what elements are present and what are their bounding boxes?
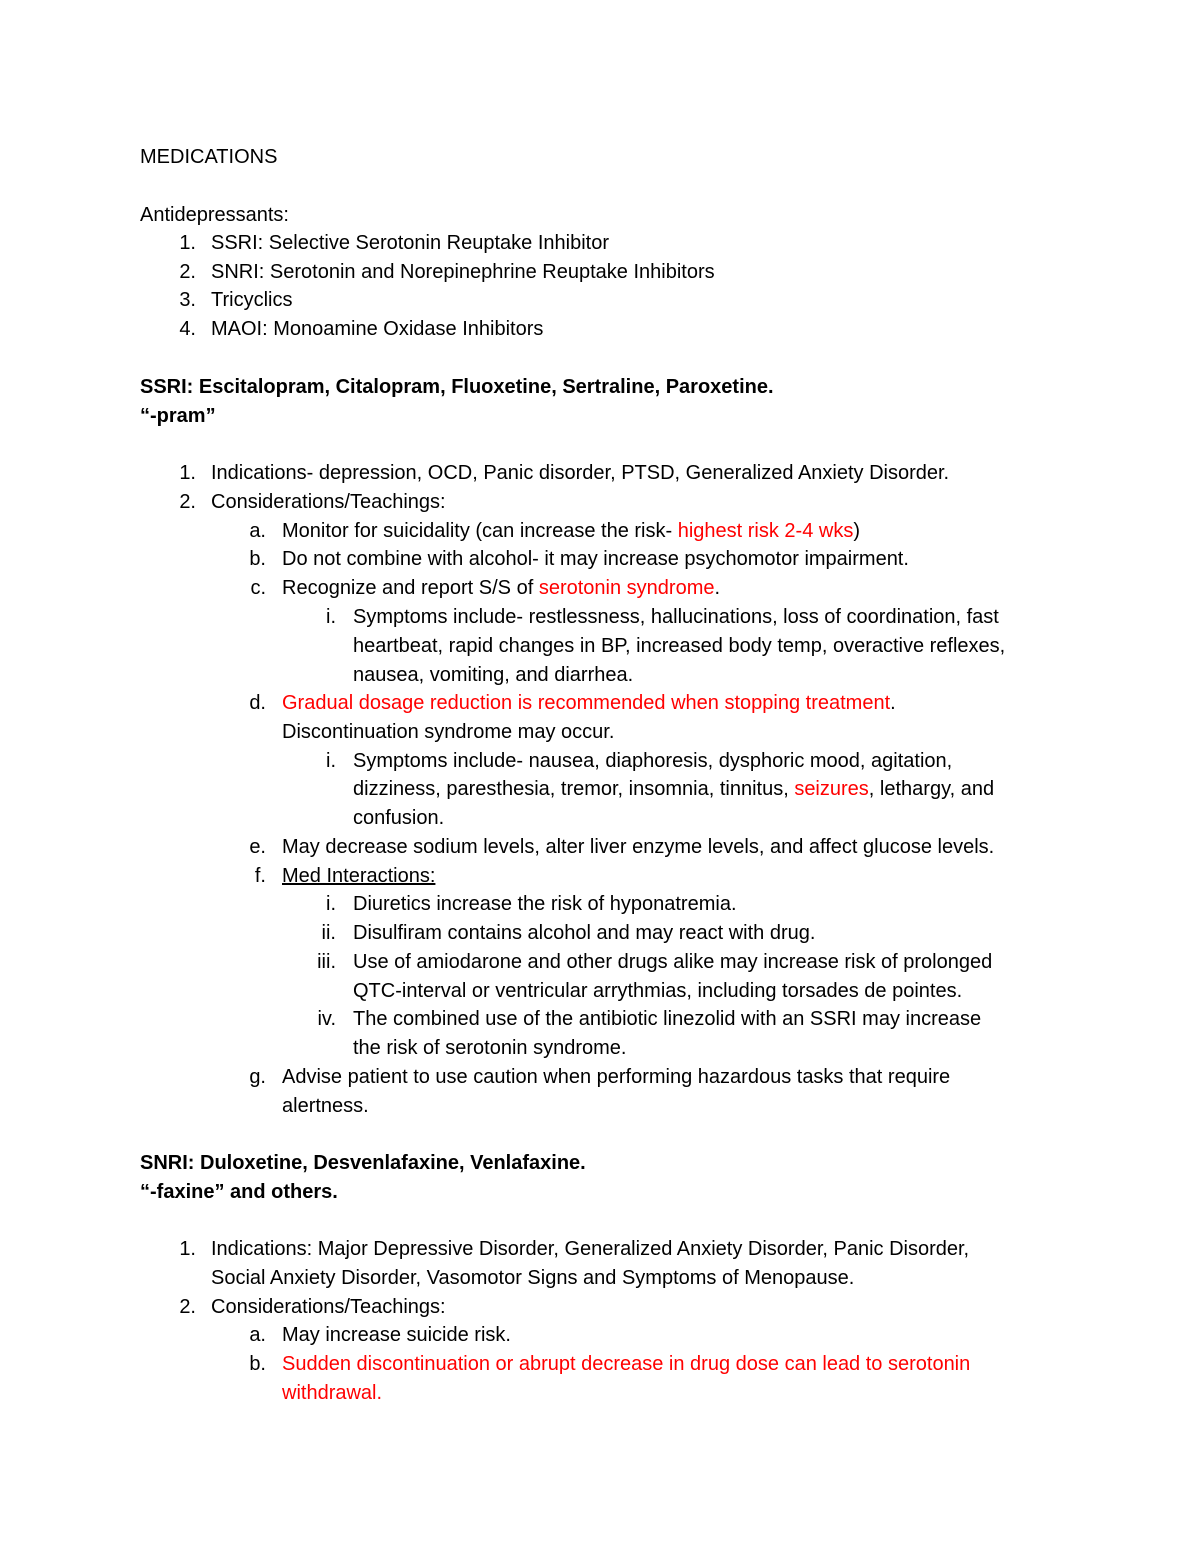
snri-suffix: “-faxine” and others.: [140, 1181, 338, 1203]
list-roman: iv.: [317, 1008, 336, 1030]
ssri-indications: Indications- depression, OCD, Panic disorder, PTSD, Generalized Anxiety Disorder.: [211, 462, 950, 484]
ssri-c-i-line: heartbeat, rapid changes in BP, increased body temp, overactive reflexes,: [353, 635, 1006, 657]
list-letter: b.: [249, 548, 266, 570]
ssri-f-line: Use of amiodarone and other drugs alike may increase risk of prolonged: [353, 951, 993, 973]
highlight-text: Gradual dosage reduction is recommended when stopping treatment: [282, 692, 891, 714]
list-letter: b.: [249, 1353, 266, 1375]
ssri-f-line: QTC-interval or ventricular arrythmias, including torsades de pointes.: [353, 980, 963, 1002]
list-letter: e.: [249, 836, 266, 858]
ssri-f-line: Diuretics increase the risk of hyponatremia.: [353, 893, 737, 915]
ssri-item-a: Monitor for suicidality (can increase the risk- highest risk 2-4 wks): [282, 520, 860, 542]
highlight-text: serotonin syndrome: [538, 577, 715, 599]
ssri-item-f: Med Interactions:: [282, 865, 436, 887]
highlight-text: seizures: [794, 778, 869, 800]
list-letter: a.: [249, 1324, 266, 1346]
list-number: 1.: [179, 462, 196, 484]
snri-indications: Indications: Major Depressive Disorder, Generalized Anxiety Disorder, Panic Disorder,: [211, 1238, 970, 1260]
ssri-item-d: Gradual dosage reduction is recommended when stopping treatment.: [282, 692, 896, 714]
list-letter: c.: [250, 577, 266, 599]
snri-item-a: May increase suicide risk.: [282, 1324, 511, 1346]
antidepressants-heading: Antidepressants:: [140, 204, 289, 226]
ssri-f-line: The combined use of the antibiotic linezolid with an SSRI may increase: [353, 1008, 982, 1030]
snri-item-b-line2: withdrawal.: [282, 1382, 383, 1404]
list-roman: i.: [326, 893, 336, 915]
list-number: 3.: [179, 289, 196, 311]
list-item: MAOI: Monoamine Oxidase Inhibitors: [211, 318, 544, 340]
snri-considerations: Considerations/Teachings:: [211, 1296, 446, 1318]
ssri-c-i-line: nausea, vomiting, and diarrhea.: [353, 664, 634, 686]
list-letter: a.: [249, 520, 266, 542]
ssri-d-i-line: dizziness, paresthesia, tremor, insomnia, tinnitus, seizures, lethargy, and: [353, 778, 995, 800]
list-number: 1.: [179, 232, 196, 254]
ssri-item-e: May decrease sodium levels, alter liver enzyme levels, and affect glucose levels.: [282, 836, 995, 858]
list-letter: f.: [254, 865, 266, 887]
ssri-suffix: “-pram”: [140, 405, 216, 427]
ssri-item-c: Recognize and report S/S of serotonin syndrome.: [282, 577, 721, 599]
highlight-text: highest risk 2-4 wks: [677, 520, 854, 542]
ssri-f-line: Disulfiram contains alcohol and may react with drug.: [353, 922, 816, 944]
ssri-item-b: Do not combine with alcohol- it may increase psychomotor impairment.: [282, 548, 909, 570]
ssri-d-i-line: confusion.: [353, 807, 445, 829]
snri-item-b: Sudden discontinuation or abrupt decrease in drug dose can lead to serotonin: [282, 1353, 971, 1375]
ssri-considerations: Considerations/Teachings:: [211, 491, 446, 513]
list-number: 2.: [179, 491, 196, 513]
list-item: SNRI: Serotonin and Norepinephrine Reuptake Inhibitors: [211, 261, 715, 283]
list-number: 2.: [179, 1296, 196, 1318]
ssri-c-i-line: Symptoms include- restlessness, hallucinations, loss of coordination, fast: [353, 606, 999, 628]
ssri-item-g-line2: alertness.: [282, 1095, 369, 1117]
snri-heading: SNRI: Duloxetine, Desvenlafaxine, Venlafaxine.: [140, 1152, 586, 1174]
list-letter: d.: [249, 692, 266, 714]
ssri-f-line: the risk of serotonin syndrome.: [353, 1037, 627, 1059]
ssri-item-d-line2: Discontinuation syndrome may occur.: [282, 721, 615, 743]
list-roman: i.: [326, 750, 336, 772]
ssri-item-g: Advise patient to use caution when performing hazardous tasks that require: [282, 1066, 951, 1088]
list-roman: i.: [326, 606, 336, 628]
list-item: Tricyclics: [211, 289, 293, 311]
document-title: MEDICATIONS: [140, 146, 278, 168]
ssri-d-i-line: Symptoms include- nausea, diaphoresis, dysphoric mood, agitation,: [353, 750, 953, 772]
snri-indications-line2: Social Anxiety Disorder, Vasomotor Signs and Symptoms of Menopause.: [211, 1267, 855, 1289]
list-number: 2.: [179, 261, 196, 283]
list-roman: ii.: [321, 922, 336, 944]
list-item: SSRI: Selective Serotonin Reuptake Inhibitor: [211, 232, 609, 254]
ssri-heading: SSRI: Escitalopram, Citalopram, Fluoxetine, Sertraline, Paroxetine.: [140, 376, 774, 398]
list-letter: g.: [249, 1066, 266, 1088]
list-number: 1.: [179, 1238, 196, 1260]
list-number: 4.: [179, 318, 196, 340]
list-roman: iii.: [317, 951, 336, 973]
